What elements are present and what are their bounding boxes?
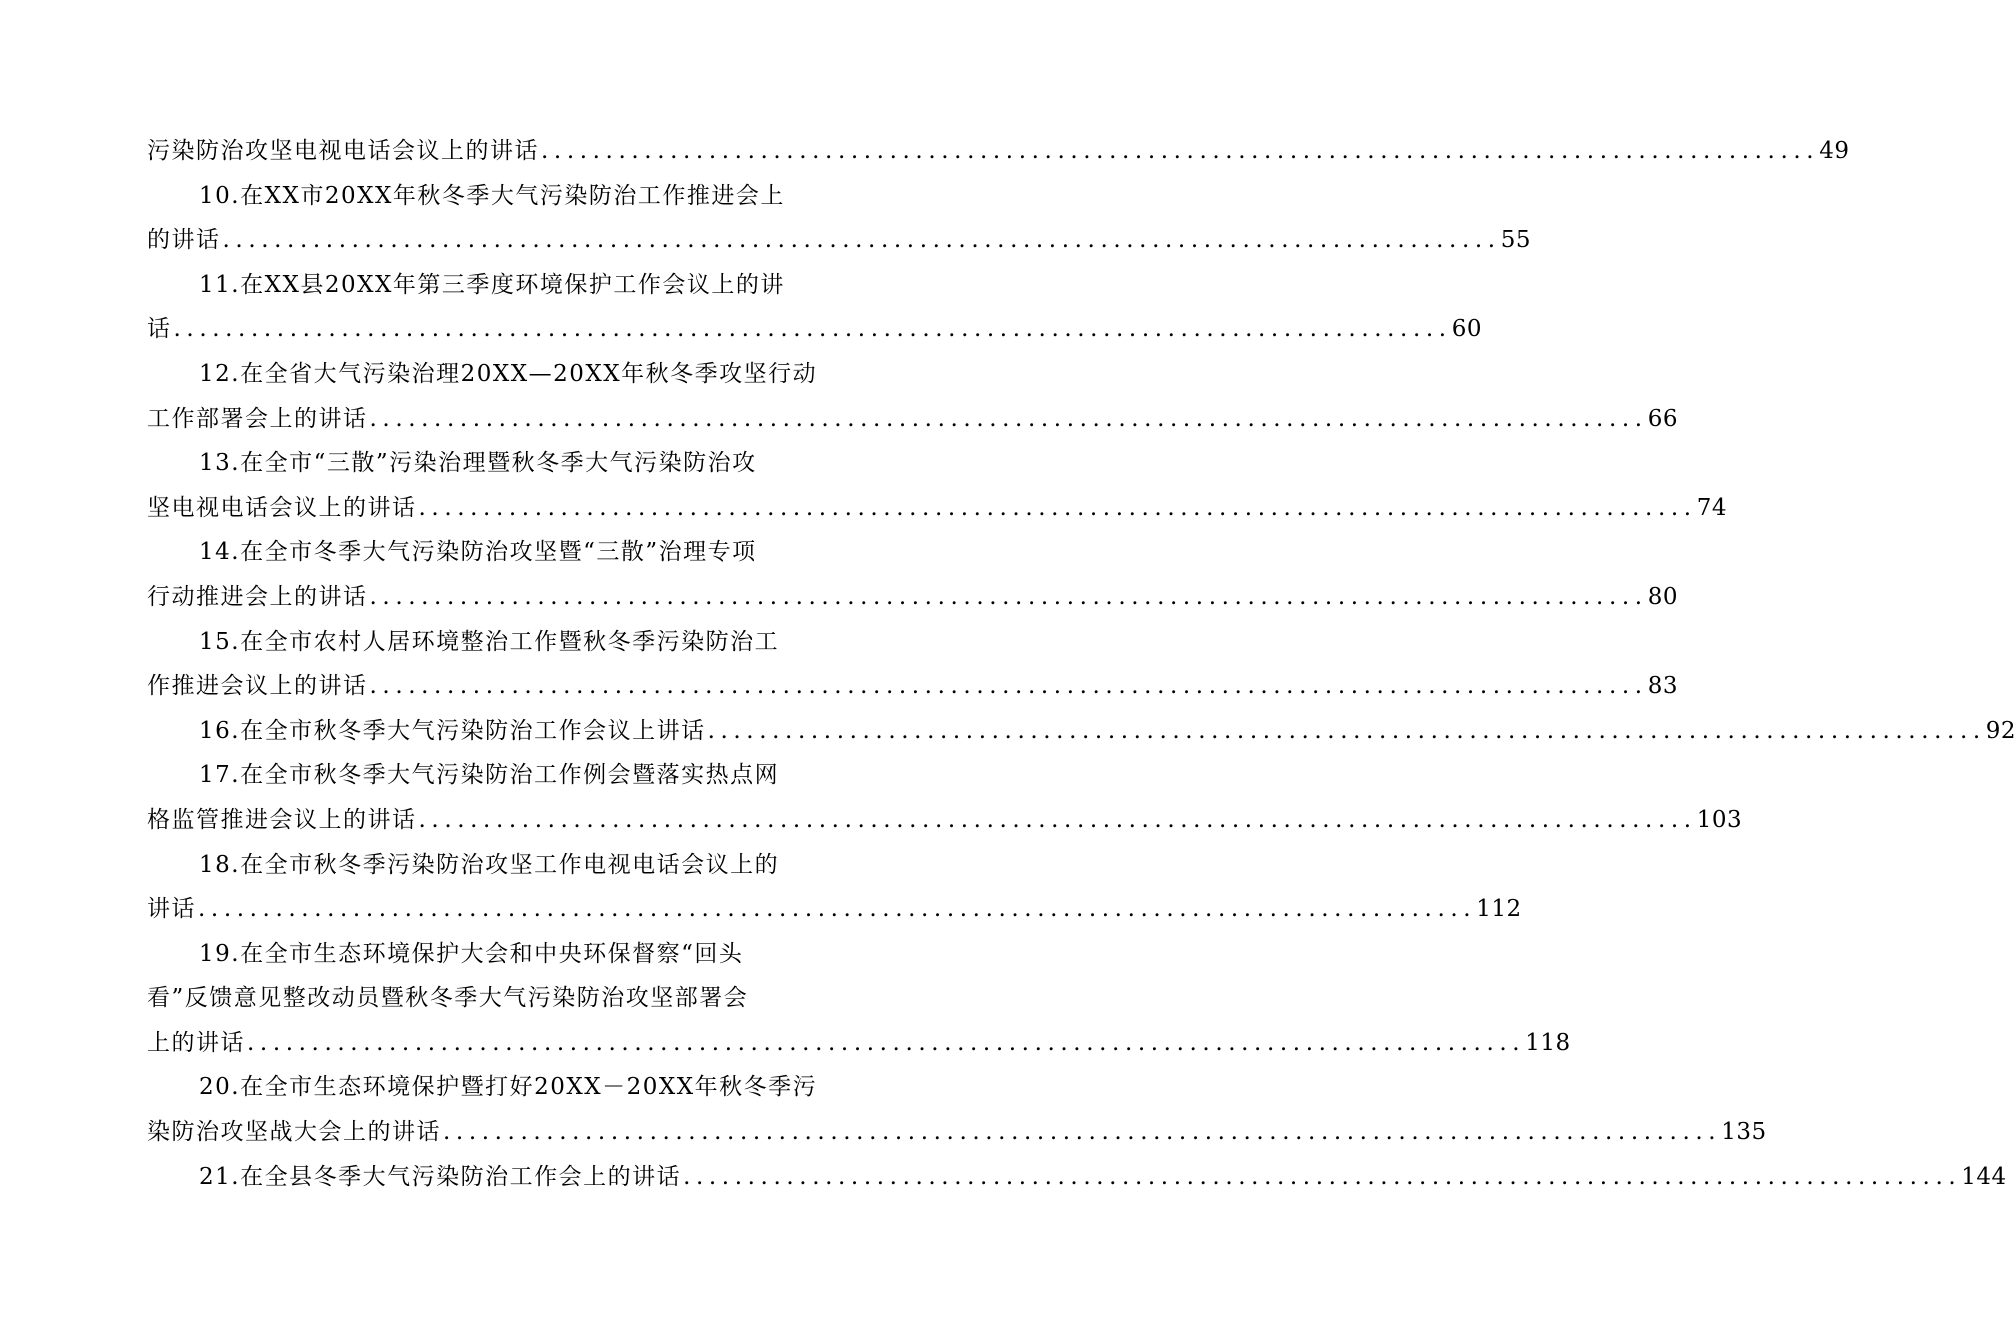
toc-entry-page-line	[147, 397, 1678, 442]
page-number: 83	[1647, 673, 1678, 700]
toc-entry-text: 工作部署会上的讲话	[147, 405, 368, 432]
table-of-contents	[147, 129, 2016, 1199]
toc-entry-page-line	[147, 1155, 2007, 1200]
leader-dots: ...................................................................................................	[247, 1029, 1526, 1056]
leader-dots: ...................................................................................................	[418, 494, 1697, 521]
leader-dots: ...................................................................................................	[541, 138, 1820, 164]
toc-entry-title-line: 17.在全市秋冬季大气污染防治工作例会暨落实热点网	[199, 762, 780, 789]
toc-entry-text: 行动推进会上的讲话	[147, 583, 368, 610]
page-number: 144	[1961, 1163, 2007, 1190]
toc-entry-text: 的讲话	[147, 227, 221, 254]
page-number: 49	[1819, 138, 1850, 164]
toc-entry-page-line	[147, 1110, 1767, 1155]
leader-dots: ...................................................................................................	[369, 583, 1648, 610]
toc-entry-title-line: 11.在XX县20XX年第三季度环境保护工作会议上的讲	[199, 271, 785, 298]
toc-entry-text: 坚电视电话会议上的讲话	[147, 494, 417, 521]
toc-entry-title-line: 19.在全市生态环境保护大会和中央环保督察“回头	[199, 940, 744, 967]
leader-dots: ...................................................................................................	[369, 405, 1648, 432]
toc-entry-page-line	[147, 129, 1850, 174]
leader-dots: ...................................................................................................	[369, 673, 1648, 700]
leader-dots: ...................................................................................................	[443, 1119, 1722, 1146]
toc-entry-title-line: 18.在全市秋冬季污染防治攻坚工作电视电话会议上的	[199, 851, 780, 878]
page-number: 66	[1647, 405, 1678, 432]
toc-entry-page-line	[147, 887, 1522, 932]
page-number: 92	[1985, 717, 2016, 744]
toc-entry-page-line	[147, 486, 1727, 531]
page-number: 80	[1647, 583, 1678, 610]
page-number: 118	[1525, 1029, 1571, 1056]
leader-dots: ...................................................................................................	[683, 1163, 1962, 1190]
toc-entry-page-line	[147, 664, 1678, 709]
toc-entry-text: 讲话	[147, 896, 196, 923]
toc-entry-title-line: 15.在全市农村人居环境整治工作暨秋冬季污染防治工	[199, 628, 780, 655]
leader-dots: ...................................................................................................	[173, 316, 1452, 343]
toc-entry-page-line	[147, 575, 1678, 620]
toc-entry-title-line: 20.在全市生态环境保护暨打好20XX－20XX年秋冬季污	[199, 1074, 818, 1101]
toc-entry-text: 作推进会议上的讲话	[147, 673, 368, 700]
page-number: 135	[1721, 1119, 1767, 1146]
toc-entry-text: 污染防治攻坚电视电话会议上的讲话	[147, 138, 539, 164]
page-number: 60	[1451, 316, 1482, 343]
leader-dots: ...................................................................................................	[222, 227, 1501, 254]
toc-entry-text: 话	[147, 316, 172, 343]
page-number: 112	[1476, 896, 1522, 923]
toc-entry-page-line	[147, 307, 1482, 352]
toc-entry-page-line	[147, 709, 2016, 754]
toc-entry-page-line	[147, 218, 1531, 263]
toc-entry-text: 21.在全县冬季大气污染防治工作会上的讲话	[199, 1163, 682, 1190]
toc-entry-title-line: 12.在全省大气污染治理20XX—20XX年秋冬季攻坚行动	[199, 360, 818, 387]
toc-entry-page-line	[147, 798, 1743, 843]
toc-entry-title-line: 10.在XX市20XX年秋冬季大气污染防治工作推进会上	[199, 182, 785, 209]
toc-entry-title-line: 看”反馈意见整改动员暨秋冬季大气污染防治攻坚部署会	[147, 985, 749, 1012]
toc-entry-text: 格监管推进会议上的讲话	[147, 806, 417, 833]
page-number: 74	[1696, 494, 1727, 521]
toc-entry-text: 染防治攻坚战大会上的讲话	[147, 1119, 441, 1146]
page-number: 103	[1696, 806, 1743, 833]
toc-entry-text: 16.在全市秋冬季大气污染防治工作会议上讲话	[199, 717, 706, 744]
toc-entry-text: 上的讲话	[147, 1029, 245, 1056]
toc-entry-title-line: 14.在全市冬季大气污染防治攻坚暨“三散”治理专项	[199, 539, 757, 566]
leader-dots: ...................................................................................................	[418, 806, 1697, 833]
page-number: 55	[1500, 227, 1531, 254]
leader-dots: ...................................................................................................	[707, 717, 1986, 744]
toc-entry-page-line	[147, 1021, 1571, 1066]
leader-dots: ...................................................................................................	[198, 896, 1477, 923]
toc-entry-title-line: 13.在全市“三散”污染治理暨秋冬季大气污染防治攻	[199, 450, 757, 477]
